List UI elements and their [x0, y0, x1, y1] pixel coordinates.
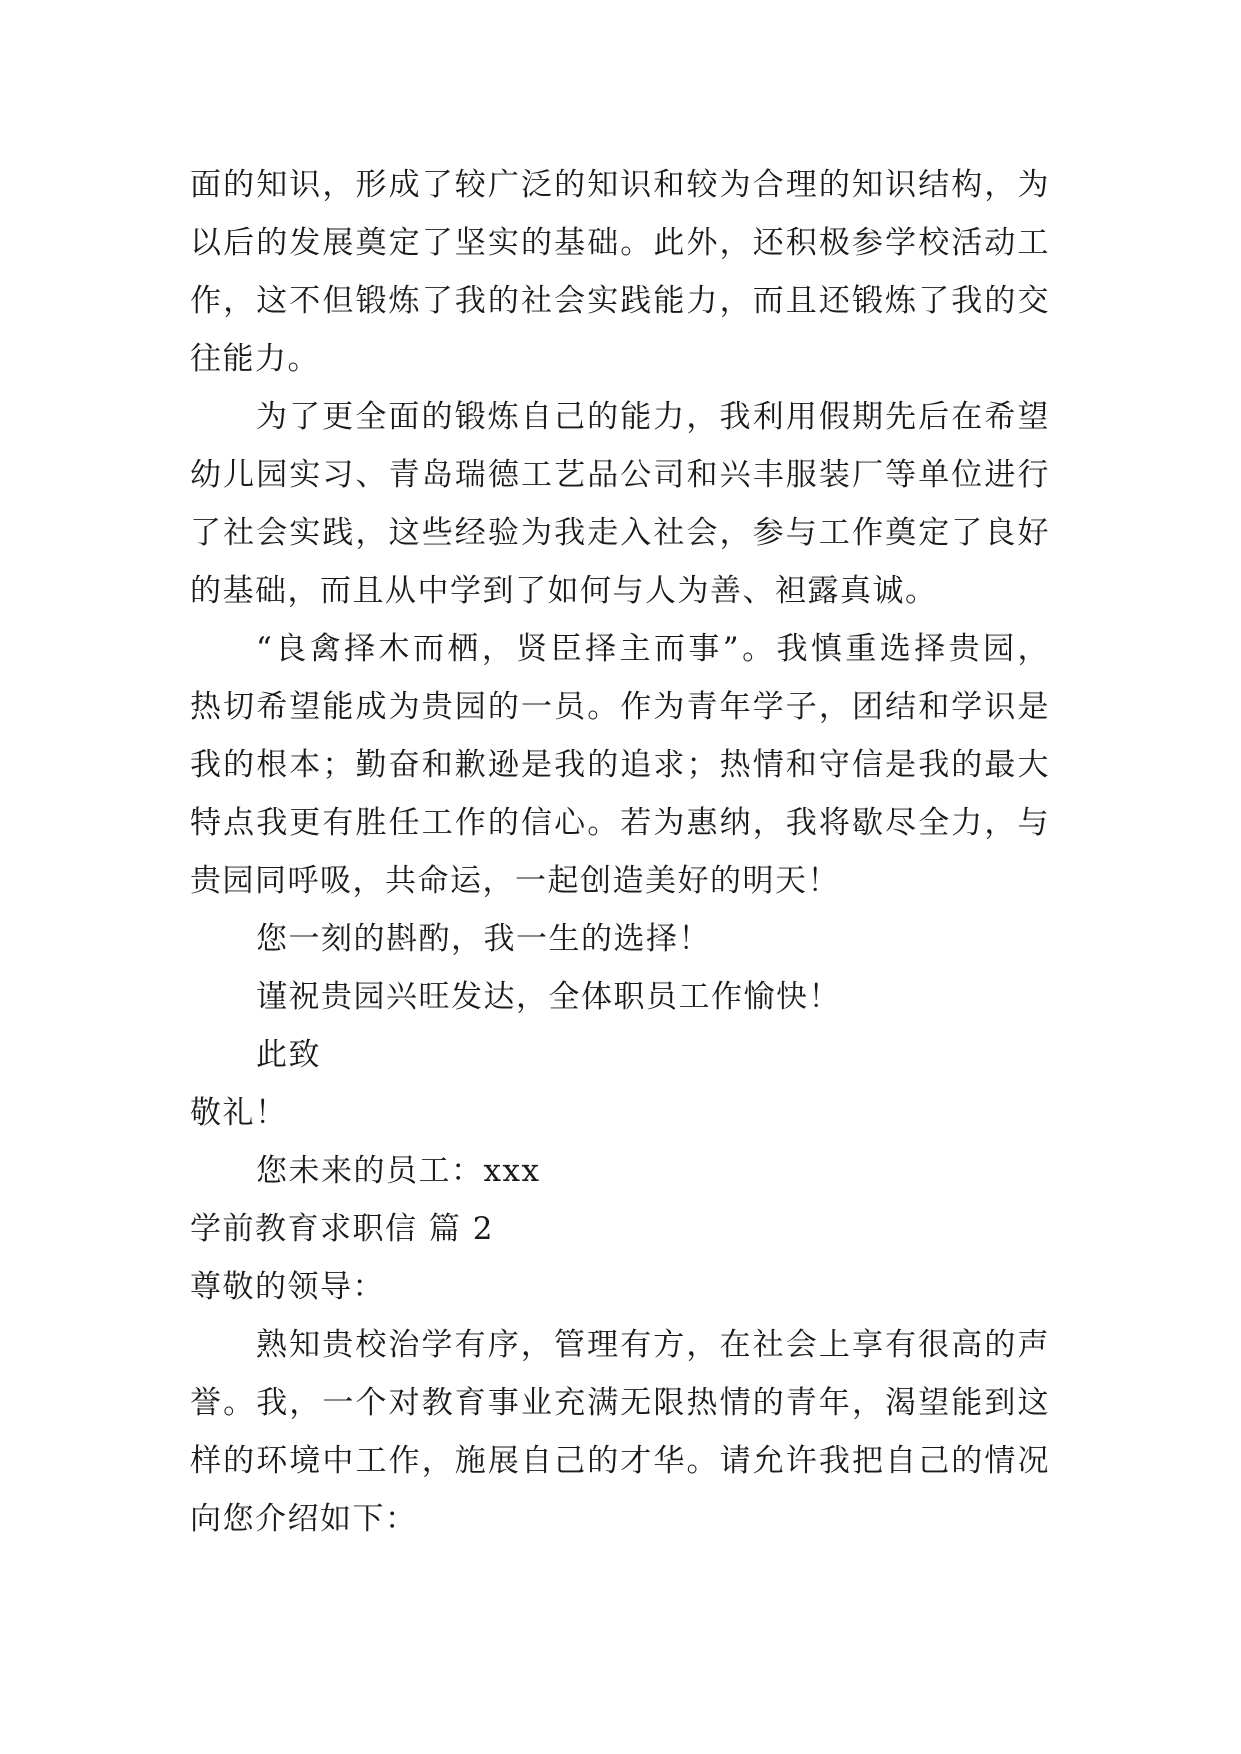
text-line: 的基础，而且从中学到了如何与人为善、袒露真诚。: [190, 573, 938, 609]
text-line: 为了更全面的锻炼自己的能力，我利用假期先后在希望: [256, 399, 1050, 435]
text-line: 往能力。: [190, 341, 320, 377]
text-line: 您一刻的斟酌，我一生的选择！: [256, 921, 711, 957]
text-line: 我的根本；勤奋和歉逊是我的追求；热情和守信是我的最大: [190, 747, 1050, 783]
text-line: 热切希望能成为贵园的一员。作为青年学子，团结和学识是: [190, 689, 1050, 725]
text-line: 幼儿园实习、青岛瑞德工艺品公司和兴丰服装厂等单位进行: [190, 457, 1050, 493]
text-line: 贵园同呼吸，共命运，一起创造美好的明天！: [190, 863, 840, 899]
text-line: 了社会实践，这些经验为我走入社会，参与工作奠定了良好: [190, 515, 1050, 551]
text-line: 此致: [256, 1037, 321, 1073]
section-heading: 学前教育求职信 篇 2: [190, 1211, 494, 1247]
text-line: 以后的发展奠定了坚实的基础。此外，还积极参学校活动工: [190, 225, 1050, 261]
text-line: 面的知识，形成了较广泛的知识和较为合理的知识结构，为: [190, 167, 1050, 203]
text-line: 熟知贵校治学有序，管理有方，在社会上享有很高的声: [256, 1327, 1050, 1363]
text-line: “良禽择木而栖，贤臣择主而事”。我慎重选择贵园，: [256, 631, 1050, 667]
text-line: 样的环境中工作，施展自己的才华。请允许我把自己的情况: [190, 1443, 1050, 1479]
text-line: 向您介绍如下：: [190, 1501, 418, 1537]
text-line: 特点我更有胜任工作的信心。若为惠纳，我将歇尽全力，与: [190, 805, 1050, 841]
salutation: 尊敬的领导：: [190, 1269, 385, 1305]
document-body: [190, 156, 1050, 1548]
text-line: 誉。我，一个对教育事业充满无限热情的青年，渴望能到这: [190, 1385, 1050, 1421]
text-line: 您未来的员工：xxx: [256, 1153, 541, 1189]
text-line: 作，这不但锻炼了我的社会实践能力，而且还锻炼了我的交: [190, 283, 1050, 319]
text-line: 谨祝贵园兴旺发达，全体职员工作愉快！: [256, 979, 841, 1015]
text-line: 敬礼！: [190, 1095, 288, 1131]
